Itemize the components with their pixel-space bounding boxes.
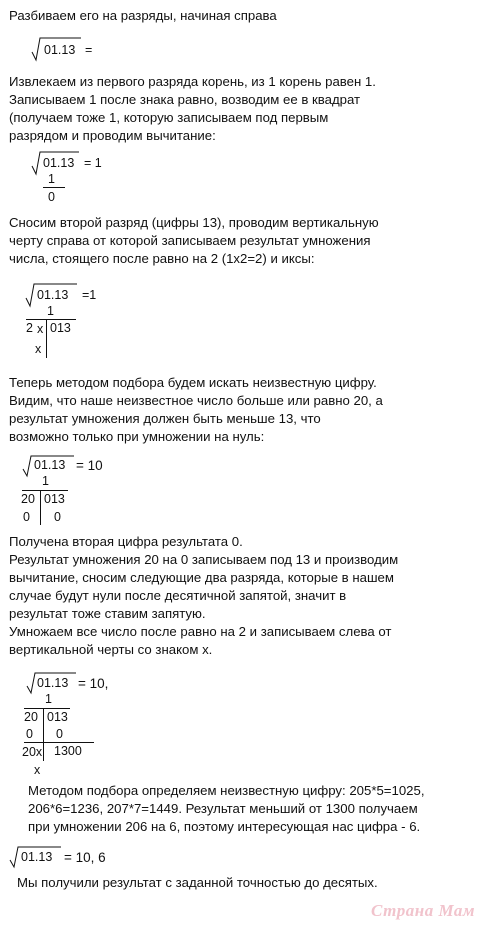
remainder: 013 — [47, 710, 68, 724]
radicand: 01.13 — [34, 458, 66, 472]
text-line: Извлекаем из первого разряда корень, из 1 корень равен 1. — [9, 74, 376, 89]
radicand: 01.13 — [44, 43, 76, 57]
watermark-logo: Страна Мам — [371, 901, 476, 920]
vertical-divider — [46, 320, 47, 358]
multiply-sign: x — [35, 342, 42, 356]
subtraction-line — [24, 742, 94, 743]
product: 0 — [54, 510, 61, 524]
remainder: 0 — [48, 190, 55, 204]
subtrahend: 1 — [42, 474, 49, 488]
subtrahend: 1 — [45, 692, 52, 706]
text-line: Умножаем все число после равно на 2 и записываем слева от — [9, 624, 392, 639]
divisor: 2 — [26, 321, 33, 335]
text-line: числа, стоящего после равно на 2 (1х2=2) и иксы: — [9, 251, 315, 266]
subtraction-line — [22, 490, 68, 491]
text-line: вертикальной черты со знаком х. — [9, 642, 213, 657]
text-line: Видим, что наше неизвестное число больше или равно 20, а — [9, 393, 383, 408]
text-line: возможно только при умножении на нуль: — [9, 429, 265, 444]
text-line: Теперь методом подбора будем искать неизвестную цифру. — [9, 375, 377, 390]
vertical-divider — [43, 709, 44, 761]
text-line: Получена вторая цифра результата 0. — [9, 534, 243, 549]
result-value: =1 — [82, 288, 97, 302]
radicand: 01.13 — [37, 288, 69, 302]
text-line: разрядом и проводим вычитание: — [9, 128, 216, 143]
multiply-sign: x — [37, 322, 44, 336]
subtraction-line — [43, 187, 65, 188]
radicand: 01.13 — [21, 850, 53, 864]
text-line: Записываем 1 после знака равно, возводим ее в квадрат — [9, 92, 361, 107]
result-value: = 1 — [84, 156, 102, 170]
text-line: Сносим второй разряд (цифры 13), проводим вертикальную — [9, 215, 379, 230]
text-line: при умножении 206 на 6, поэтому интересующая нас цифра - 6. — [28, 819, 421, 834]
text-line: результат тоже ставим запятую. — [9, 606, 206, 621]
text-line: Результат умножения 20 на 0 записываем под 13 и производим — [9, 552, 399, 567]
radicand: 01.13 — [43, 156, 75, 170]
remainder: 013 — [44, 492, 65, 506]
subtrahend: 1 — [48, 172, 55, 186]
text-line: 206*6=1236, 207*7=1449. Результат меньший от 1300 получаем — [28, 801, 418, 816]
text-line: (получаем тоже 1, которую записываем под первым — [9, 110, 329, 125]
divisor: 20 — [24, 710, 38, 724]
result-value: = 10 — [76, 458, 103, 473]
subtrahend: 1 — [47, 304, 54, 318]
text-line: черту справа от которой записываем результат умножения — [9, 233, 371, 248]
result-value: = 10, 6 — [64, 850, 106, 865]
text-line: Методом подбора определяем неизвестную цифру: 205*5=1025, — [28, 783, 425, 798]
text-line: результат умножения должен быть меньше 13, что — [9, 411, 321, 426]
subtraction-line — [26, 319, 76, 320]
vertical-divider — [40, 491, 41, 525]
found-digit: 0 — [26, 727, 33, 741]
final-text: Мы получили результат с заданной точностью до десятых. — [17, 875, 378, 890]
text-line: случае будут нули после десятичной запятой, значит в — [9, 588, 347, 603]
radicand: 01.13 — [37, 676, 69, 690]
divisor: 20 — [21, 492, 35, 506]
result-value: = 10, — [78, 676, 109, 691]
text-line: вычитание, сносим следующие два разряда, которые в нашем — [9, 570, 394, 585]
new-divisor: 20x — [22, 745, 43, 759]
multiply-sign: x — [34, 763, 41, 777]
new-remainder: 1300 — [54, 744, 82, 758]
remainder: 013 — [50, 321, 71, 335]
product: 0 — [56, 727, 63, 741]
found-digit: 0 — [23, 510, 30, 524]
intro-text: Разбиваем его на разряды, начиная справа — [9, 8, 277, 23]
equals-sign: = — [85, 43, 93, 57]
subtraction-line — [24, 708, 70, 709]
